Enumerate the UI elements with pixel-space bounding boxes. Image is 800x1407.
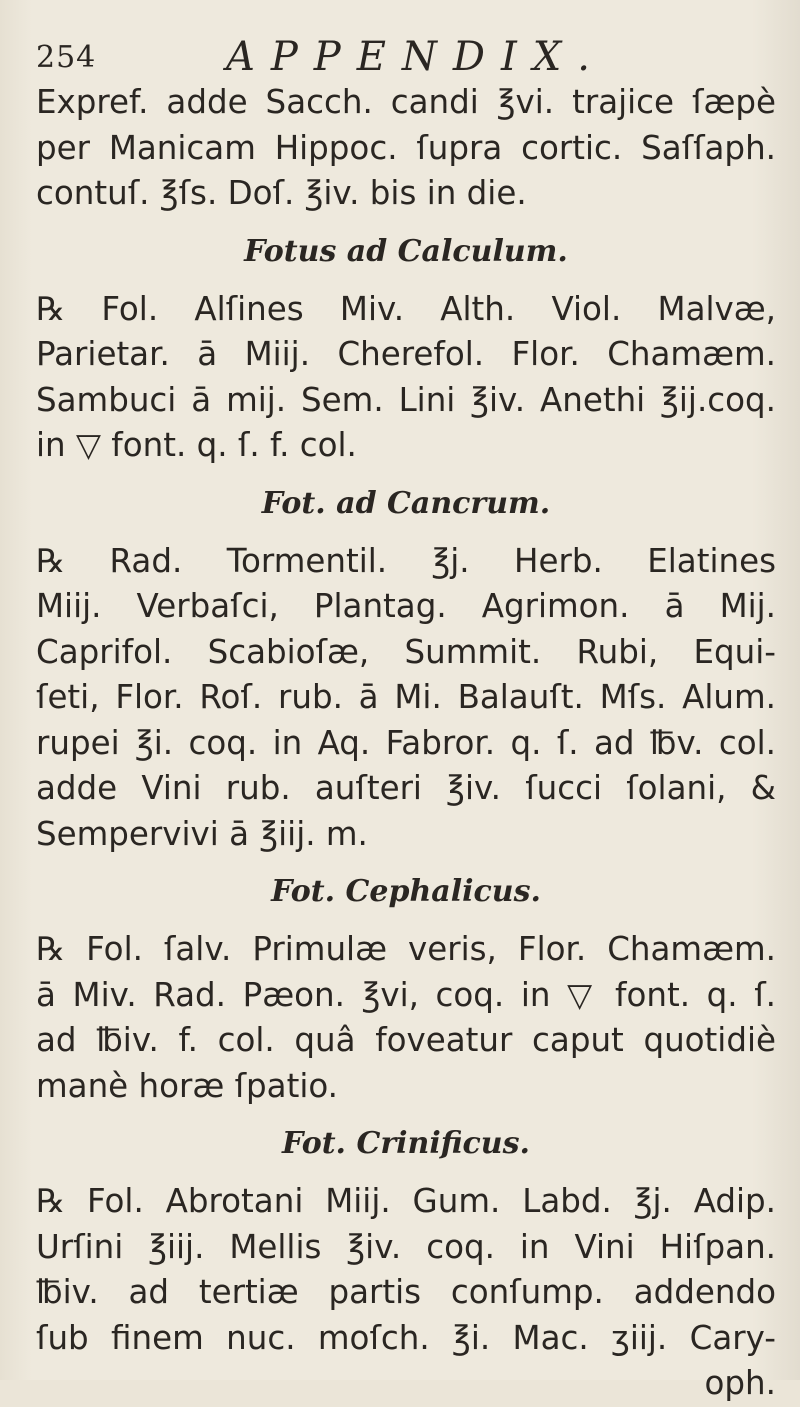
text-line: ℞ Fol. ſalv. Primulæ veris, Flor. Chamæm. <box>36 930 776 968</box>
text-line: ℞ Fol. Alſines Miv. Alth. Viol. Malvæ, <box>36 289 776 328</box>
section-heading: Fot. Cephalicus. <box>271 874 541 909</box>
text-line: ſub finem nuc. moſch. ℥i. Mac. ʒiij. Cary- <box>36 1318 776 1357</box>
catchword: oph. <box>704 1364 776 1402</box>
text-line: ā Miv. Rad. Pæon. ℥vi, coq. in ▽ font. q. ſ. <box>36 975 776 1014</box>
text-line: ℞ Fol. Abrotani Miij. Gum. Labd. ℥j. Adip. <box>36 1182 776 1220</box>
text-line: rupei ℥i. coq. in Aq. Fabror. q. ſ. ad ℔v. col. <box>36 723 776 762</box>
text-line: contuſ. ℥ſs. Doſ. ℥iv. bis in die. <box>36 174 527 212</box>
text-line: Urſini ℥iij. Mellis ℥iv. coq. in Vini Hiſpan. <box>36 1227 776 1266</box>
text-line: adde Vini rub. auſteri ℥iv. ſucci ſolani, & <box>36 769 776 807</box>
text-line: ad ℔iv. f. col. quâ foveatur caput quotidiè <box>36 1021 776 1059</box>
page-body <box>36 80 776 1407</box>
page-number: 254 <box>36 40 97 75</box>
text-line: Caprifol. Scabioſæ, Summit. Rubi, Equi- <box>36 632 776 671</box>
text-line: in ▽ font. q. ſ. f. col. <box>36 426 357 464</box>
text-line: Sambuci ā mij. Sem. Lini ℥iv. Anethi ℥ij.coq. <box>36 380 776 419</box>
text-line: manè horæ ſpatio. <box>36 1066 338 1105</box>
section-heading: Fot. Crinificus. <box>282 1126 530 1161</box>
text-line: Parietar. ā Miij. Cherefol. Flor. Chamæm. <box>36 335 776 373</box>
text-line: ℞ Rad. Tormentil. ℥j. Herb. Elatines <box>36 541 776 580</box>
text-line: per Manicam Hippoc. ſupra cortic. Saſſaph. <box>36 128 776 167</box>
page-header <box>36 26 760 82</box>
text-line: ſeti, Flor. Roſ. rub. ā Mi. Balauſt. Mſs. Alum. <box>36 678 776 716</box>
running-head: APPENDIX. <box>226 34 606 80</box>
section-heading: Fot. ad Cancrum. <box>261 485 551 521</box>
text-line: Miij. Verbaſci, Plantag. Agrimon. ā Mij. <box>36 587 776 625</box>
section-heading: Fotus ad Calculum. <box>244 233 568 269</box>
text-line: ℔iv. ad tertiæ partis conſump. addendo <box>36 1273 776 1311</box>
text-line: Expref. adde Sacch. candi ℥vi. trajice ſæpè <box>36 83 776 121</box>
text-line: Sempervivi ā ℥iij. m. <box>36 814 368 853</box>
